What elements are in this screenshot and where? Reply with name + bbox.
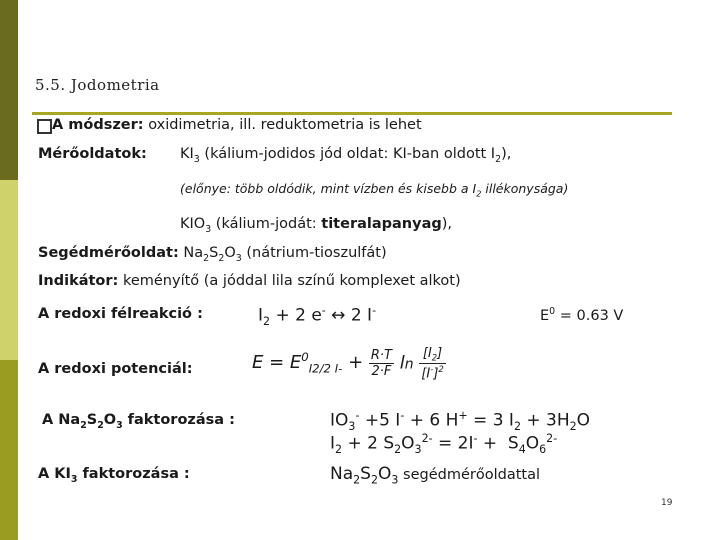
standards-note: (előnye: több oldódik, mint vízben és kisebb a $I_2$ illékonysága): [180, 181, 569, 199]
method-row: [52, 117, 422, 133]
indicator-text: keményítő (a jóddal lila színű komplexet alkot): [122, 273, 461, 289]
standards-line2: $KIO_3$ (kálium-jodát: titeralapanyag),: [180, 216, 453, 235]
side-band-middle: [0, 180, 18, 360]
concentration-fraction: $\frac{[I_2]}{[I^-]^2}$: [421, 346, 444, 381]
standards-line1: $KI_3$ (kálium-jodidos jód oldat: KI-ban oldott $I_2$),: [180, 146, 512, 165]
na-factorization-label: A $Na_2S_2O_3$ faktorozása :: [42, 412, 235, 431]
aux-row: Segédmérőoldat: $Na_2S_2O_3$ (nátrium-tioszulfát): [38, 245, 387, 264]
nernst-equation: $E = E^0_{I2/2 I-}$ + $\frac{R\cdot T}{2\cdot F}$ ln $\frac{[I_2]}{[I^-]^2}$: [252, 346, 444, 381]
ki-equation: $Na_2S_2O_3$ segédmérőoldattal: [330, 464, 540, 487]
na-equation-2: $I_2 + 2$ $S_2O_3^{2-} = 2I^- + S_4O_6^{2-}$: [330, 432, 558, 457]
half-reaction-equation: $I_2 + 2$ e- ↔ 2 I-: [258, 304, 377, 329]
potential-label: A redoxi potenciál:: [38, 361, 193, 377]
rt-over-f-fraction: $\frac{R\cdot T}{2\cdot F}$: [370, 347, 392, 379]
method-text: oxidimetria, ill. reduktometria is lehet: [148, 117, 422, 133]
page-number: 19: [661, 498, 673, 508]
title-underline: [32, 112, 672, 115]
indicator-row: [38, 273, 461, 289]
na-equation-1: $IO_3^- +5$ I- + 6 H+ = 3 $I_2 + 3H_2O$: [330, 409, 591, 434]
side-band-bottom: [0, 360, 18, 540]
method-label: A módszer:: [52, 117, 144, 133]
standards-label: Mérőoldatok:: [38, 146, 147, 162]
standard-potential: $E^0 = 0.63$ V: [540, 306, 624, 324]
indicator-label: Indikátor:: [38, 273, 119, 289]
ki-factorization-label: A $KI_3$ faktorozása :: [38, 466, 190, 485]
half-reaction-label: A redoxi félreakció :: [38, 306, 203, 322]
side-band-top: [0, 0, 18, 180]
aux-label: Segédmérőoldat:: [38, 245, 179, 261]
bullet-box-icon: [37, 119, 52, 134]
slide-title: 5.5. Jodometria: [35, 76, 160, 94]
